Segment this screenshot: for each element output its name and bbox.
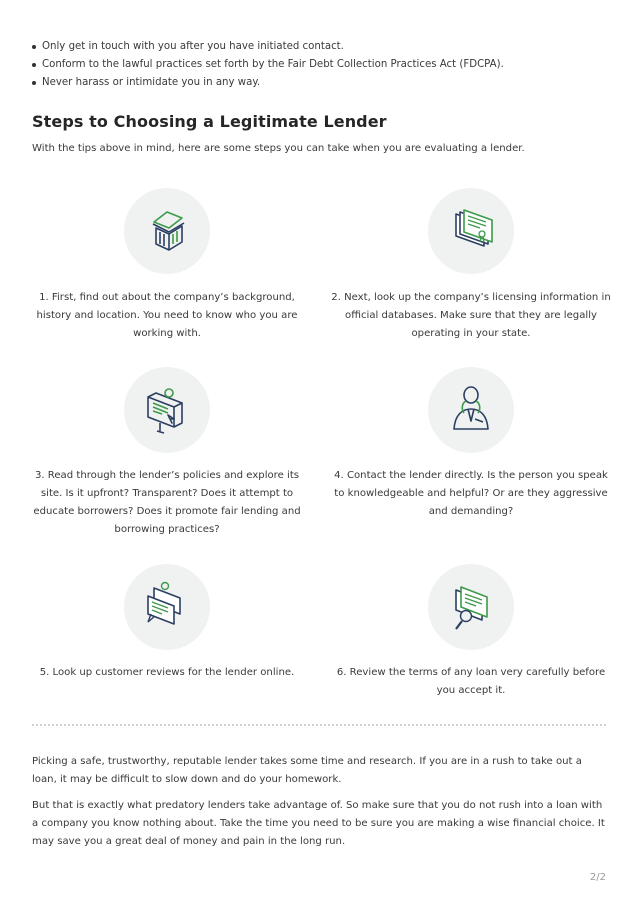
person-contact-icon [428,367,514,453]
step-3-text: 3. Read through the lender’s policies and explore its site. Is it upfront? Transparent? Does it attempt to educate borrowers? Does it promote fair lending and borrowing practices? [33,470,301,535]
closing-paragraph-2: But that is exactly what predatory lenders take advantage of. So make sure that you do not rush into a loan with a company you know nothing about. Take the time you need to be sure you are making a wise financial choice. It may save you a great deal of money and pain in the long run. [32,800,605,847]
page-number: 2/2 [589,872,606,883]
step-2-text: 2. Next, look up the company’s licensing information in official databases. Make sure that they are legally operating in your state. [331,292,611,339]
dotted-divider [32,724,606,726]
step-6-text: 6. Review the terms of any loan very carefully before you accept it. [336,667,606,696]
bullet-list [30,38,610,92]
step-5-text: 5. Look up customer reviews for the lender online. [39,667,295,678]
step-4-text: 4. Contact the lender directly. Is the person you speak to knowledgeable and helpful? Or are they aggressive and demanding? [334,470,608,517]
magnifier-documents-icon [428,564,514,650]
section-intro: With the tips above in mind, here are some steps you can take when you are evaluating a lender. [32,143,525,154]
bullet-item: Conform to the lawful practices set forth by the Fair Debt Collection Practices Act (FDCPA). [30,56,610,74]
section-heading: Steps to Choosing a Legitimate Lender [32,112,387,131]
certificate-documents-icon [428,188,514,274]
bullet-item: Never harass or intimidate you in any way. [30,74,610,92]
step-1-text: 1. First, find out about the company’s background, history and location. You need to know who you are working with. [36,292,298,339]
bullet-item: Only get in touch with you after you have initiated contact. [30,38,610,56]
customer-reviews-icon [124,564,210,650]
closing-paragraph-1: Picking a safe, trustworthy, reputable lender takes some time and research. If you are in a rush to take out a loan, it may be difficult to slow down and do your homework. [32,756,582,785]
policy-screen-icon [124,367,210,453]
bank-building-icon [124,188,210,274]
